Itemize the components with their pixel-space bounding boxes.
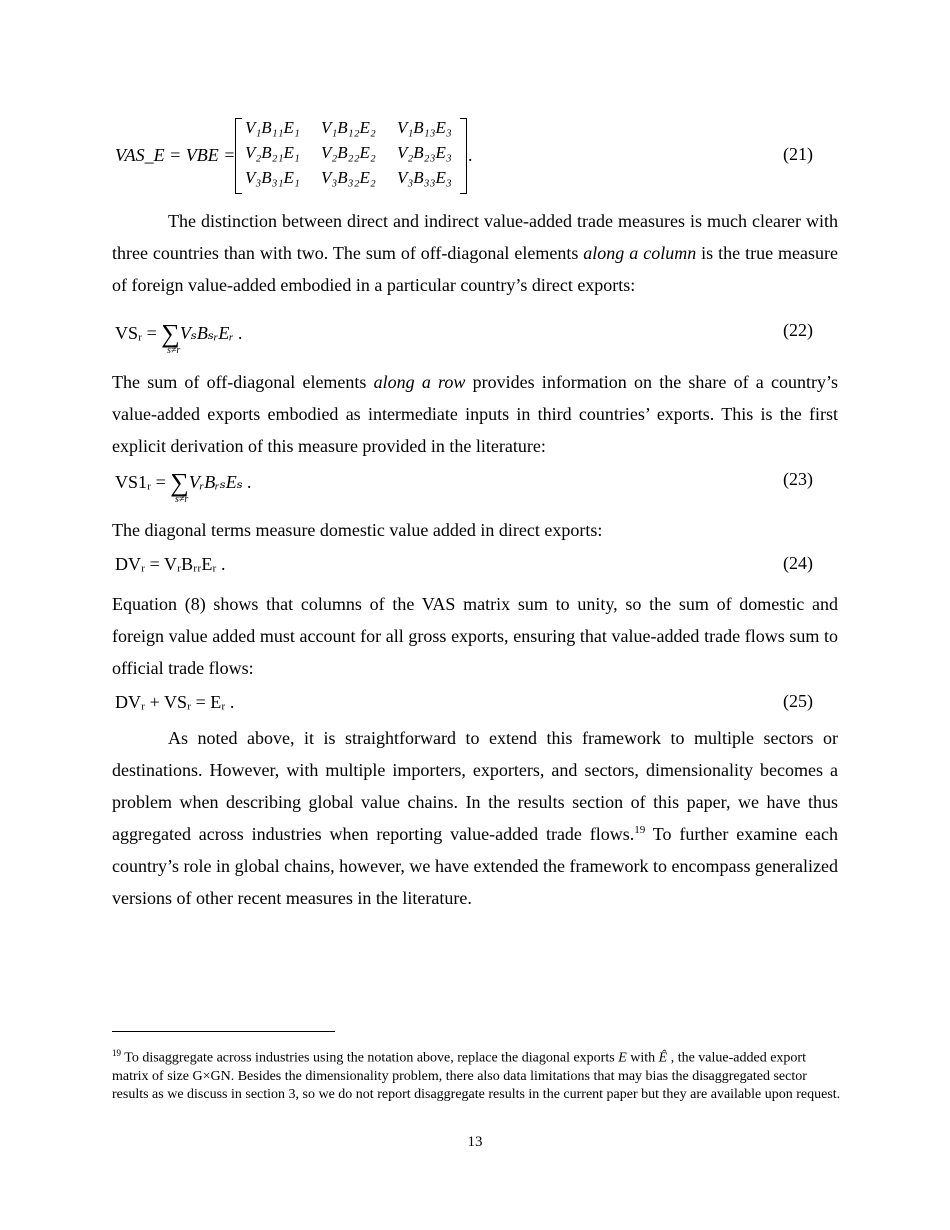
- equation-22-number: (22): [783, 320, 813, 340]
- footnote-rule: [112, 1031, 335, 1032]
- summation-symbol: ∑: [161, 319, 180, 348]
- paragraph-5: As noted above, it is straightforward to extend this framework to multiple sectors or destinations. However, with multiple importers, exporters, and sectors, dimensionality becomes a problem when describing global value chains. In the results section of this paper, we have thus aggregated across industries when reporting value-added trade flows.$^{19}$ To further examine each country’s role in global chains, however, we have extended the framework to encompass generalized versions of other recent measures in the literature.: [112, 728, 839, 908]
- footnote-19: $^{19}$ To disaggregate across industries using the notation above, replace the diagonal exports E with Ê , the value-added export matrix of size G×GN. Besides the dimensionality problem, there also data limitations that may bias the disaggregated sector results as we discuss in section 3, so we do not report disaggregate results in the current paper but they are available upon request.: [112, 1048, 841, 1102]
- matrix-cell: V₂B₂₂E₂: [321, 143, 376, 162]
- summation-symbol: ∑: [170, 468, 189, 497]
- equation-23-number: (23): [783, 469, 813, 489]
- equation-22: VSᵣ = ∑VₛBₛᵣEᵣ .: [115, 319, 243, 348]
- matrix-cell: V₃B₃₁E₁: [245, 168, 300, 187]
- matrix-cell: V₂B₂₁E₁: [245, 143, 300, 162]
- equation-21-number: (21): [783, 144, 813, 164]
- matrix-right-bracket: [460, 118, 467, 194]
- equation-21-matrix: [235, 118, 467, 194]
- matrix-cell: V₁B₁₃E₃: [397, 118, 452, 137]
- paragraph-3: The diagonal terms measure domestic value added in direct exports:: [112, 520, 603, 540]
- matrix-cell: V₁B₁₁E₁: [245, 118, 300, 137]
- equation-23: VS1ᵣ = ∑VᵣBᵣₛEₛ .: [115, 468, 252, 497]
- equation-25-number: (25): [783, 691, 813, 711]
- equation-21-period: .: [468, 145, 473, 165]
- equation-25: DVᵣ + VSᵣ = Eᵣ .: [115, 692, 235, 712]
- equation-21-lhs: VAS_E = VBE =: [115, 145, 236, 165]
- equation-23-sum-index: s≠r: [175, 494, 189, 505]
- matrix-cell: V₃B₃₃E₃: [397, 168, 452, 187]
- paragraph-1: The distinction between direct and indirect value-added trade measures is much clearer with three countries than with two. The sum of off-diagonal elements along a column is the true measure of foreign value-added embodied in a particular country’s direct exports:: [112, 211, 838, 295]
- equation-22-sum-index: s≠r: [167, 345, 181, 356]
- paragraph-4: Equation (8) shows that columns of the VAS matrix sum to unity, so the sum of domestic and foreign value added must account for all gross exports, ensuring that value-added trade flows sum to official trade flows:: [112, 594, 838, 678]
- footnote-marker: 19: [634, 824, 646, 836]
- matrix-cell: V₂B₂₃E₃: [397, 143, 452, 162]
- paragraph-2: The sum of off-diagonal elements along a row provides information on the share of a country’s value-added exports embodied as intermediate inputs in third countries’ exports. This is the first explicit derivation of this measure provided in the literature:: [112, 372, 838, 456]
- page-number: 13: [467, 1134, 483, 1150]
- matrix-left-bracket: [235, 118, 242, 194]
- matrix-cell: V₃B₃₂E₂: [321, 168, 376, 187]
- matrix-cell: V₁B₁₂E₂: [321, 118, 376, 137]
- equation-24-number: (24): [783, 553, 813, 573]
- equation-24: DVᵣ = VᵣBᵣᵣEᵣ .: [115, 554, 226, 574]
